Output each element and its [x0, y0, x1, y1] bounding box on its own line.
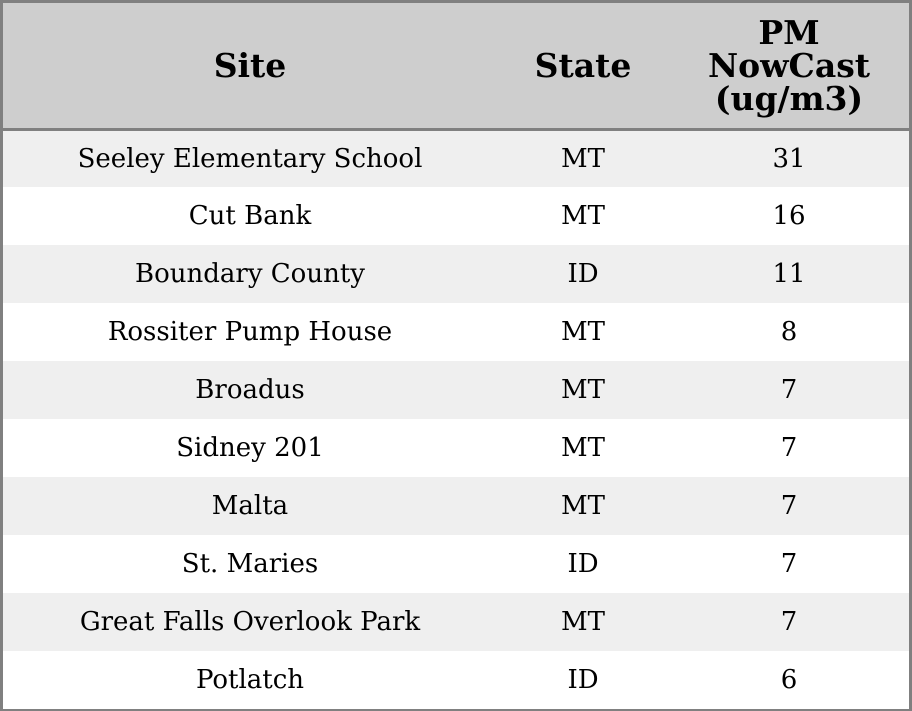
header-pm-nowcast: PM NowCast (ug/m3)	[669, 3, 909, 129]
cell-pm: 7	[780, 607, 798, 637]
cell-pm: 31	[772, 143, 806, 174]
cell-pm: 7	[780, 375, 798, 405]
table-row	[3, 187, 909, 245]
cell-site: Malta	[211, 491, 289, 521]
cell-state: MT	[561, 607, 605, 637]
cell-state: MT	[561, 201, 605, 231]
cell-site: Potlatch	[195, 665, 305, 695]
cell-pm: 11	[772, 259, 806, 289]
table-row	[3, 593, 909, 651]
table-row	[3, 361, 909, 419]
cell-site: Great Falls Overlook Park	[79, 607, 421, 637]
cell-state: MT	[561, 491, 605, 521]
cell-state: MT	[561, 433, 605, 463]
header-site: Site	[3, 3, 497, 129]
cell-state: MT	[561, 143, 605, 174]
cell-state: MT	[561, 375, 605, 405]
cell-state: ID	[567, 259, 599, 289]
table-header	[3, 3, 909, 129]
table-row	[3, 129, 909, 187]
pm-nowcast-table	[3, 3, 909, 709]
cell-pm: 7	[780, 491, 798, 521]
cell-pm: 6	[780, 665, 798, 695]
cell-state: MT	[561, 317, 605, 347]
table-row	[3, 419, 909, 477]
cell-site: Cut Bank	[188, 201, 312, 231]
cell-pm: 7	[780, 549, 798, 579]
cell-pm: 16	[772, 201, 806, 231]
cell-site: St. Maries	[181, 549, 319, 579]
cell-state: ID	[567, 665, 599, 695]
cell-site: Boundary County	[135, 259, 365, 289]
header-state: State	[497, 3, 669, 129]
table-body	[3, 129, 909, 709]
cell-site: Rossiter Pump House	[107, 317, 393, 347]
cell-state: ID	[567, 549, 599, 579]
table-row	[3, 477, 909, 535]
header-row	[3, 3, 909, 129]
table-row	[3, 303, 909, 361]
cell-site: Broadus	[195, 375, 305, 405]
cell-site: Sidney 201	[176, 433, 324, 463]
table-row	[3, 245, 909, 303]
cell-site: Seeley Elementary School	[77, 143, 423, 174]
table-row	[3, 535, 909, 593]
table-row	[3, 651, 909, 709]
cell-pm: 7	[780, 433, 798, 463]
cell-pm: 8	[780, 317, 798, 347]
